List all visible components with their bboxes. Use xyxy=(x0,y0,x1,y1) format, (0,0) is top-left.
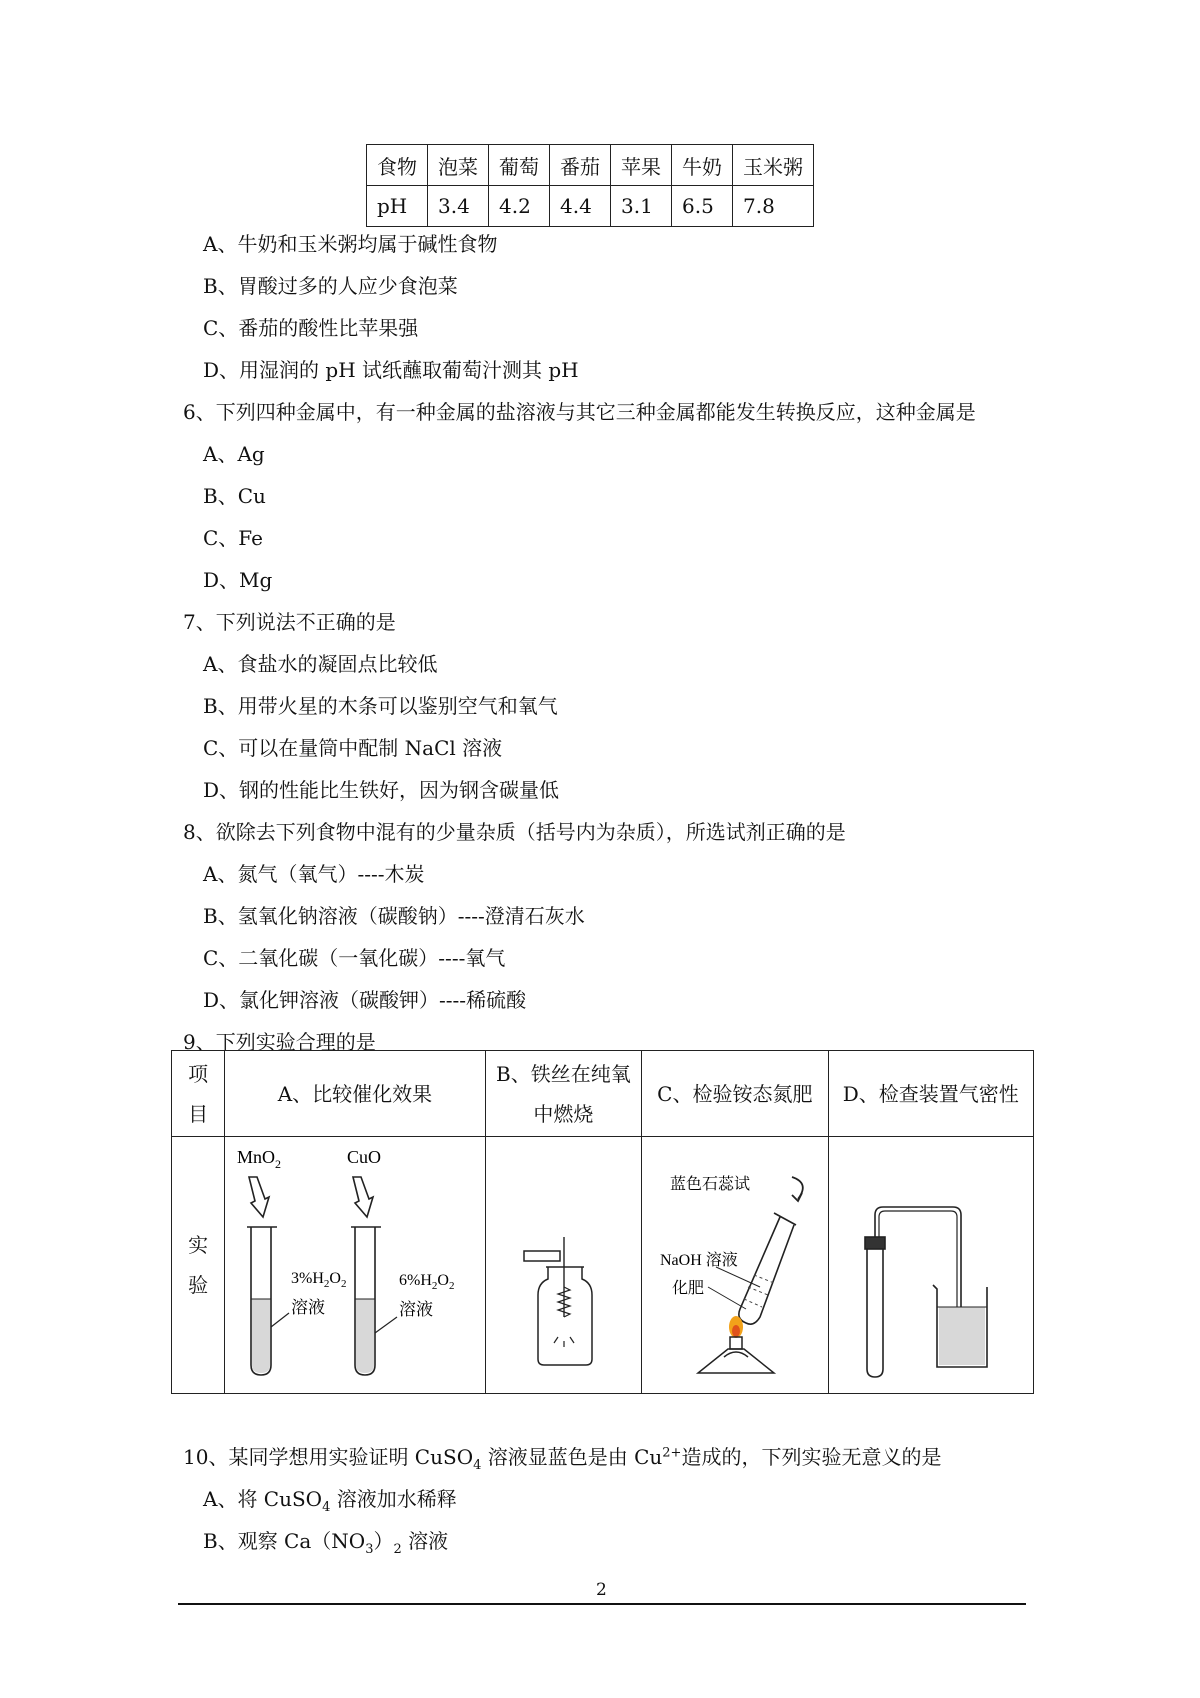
col-c-header: C、检验铵态氮肥 xyxy=(642,1051,828,1137)
figure-a-cell xyxy=(225,1137,485,1394)
ph-table-cell: 4.2 xyxy=(489,186,550,227)
q7-option-d: D、钢的性能比生铁好，因为钢含碳量低 xyxy=(203,778,560,802)
ph-table-cell: 6.5 xyxy=(672,186,733,227)
q6-option-a: A、Ag xyxy=(203,442,265,466)
q6-option-c: C、Fe xyxy=(203,526,263,550)
ammonium-test-figure xyxy=(642,1137,826,1393)
ph-table-cell: 7.8 xyxy=(733,186,814,227)
airtightness-figure xyxy=(829,1137,1032,1393)
flame-icon xyxy=(729,1316,743,1338)
item-header-line1: 项 xyxy=(188,1061,209,1086)
item-header-line2: 目 xyxy=(188,1101,209,1126)
sol1-rongye: 溶液 xyxy=(291,1298,326,1318)
q8-option-a: A、氮气（氧气）----木炭 xyxy=(203,862,425,886)
experiment-table-header xyxy=(172,1051,1034,1137)
sol2-label: $6\%H_2O_2$ xyxy=(399,1272,455,1292)
ph-table-cell: 牛奶 xyxy=(672,145,733,186)
ph-table-cell: 3.4 xyxy=(428,186,489,227)
litmus-label: 蓝色石蕊试 xyxy=(670,1174,751,1193)
footer-divider xyxy=(178,1603,1026,1605)
q10-option-b: B、观察 $Ca(NO_3)_2$ 溶液 xyxy=(203,1529,449,1557)
q7-option-b: B、用带火星的木条可以鉴别空气和氧气 xyxy=(203,694,558,718)
ph-table-cell: pH xyxy=(367,186,428,227)
sol2-rongye: 溶液 xyxy=(399,1300,434,1320)
q8-stem: 8、欲除去下列食物中混有的少量杂质（括号内为杂质），所选试剂正确的是 xyxy=(183,820,846,844)
mno2-label: MnO$_2$ xyxy=(237,1147,282,1171)
q6-option-d: D、Mg xyxy=(203,568,273,592)
q6-option-b: B、Cu xyxy=(203,484,266,508)
pointer-line xyxy=(375,1317,397,1333)
arrow-down-icon xyxy=(249,1177,269,1217)
ph-table-value-row xyxy=(367,186,814,227)
q8-option-d: D、氯化钾溶液（碳酸钾）----稀硫酸 xyxy=(203,988,527,1012)
test-tube-icon xyxy=(351,1227,381,1375)
ph-table-cell: 3.1 xyxy=(611,186,672,227)
sparks-icon xyxy=(554,1337,574,1347)
pointer-line xyxy=(708,1287,746,1309)
q9-stem: 9、下列实验合理的是 xyxy=(183,1030,376,1054)
cuo-label: CuO xyxy=(347,1147,382,1167)
q5-option-c: C、番茄的酸性比苹果强 xyxy=(203,316,419,340)
q10-stem: 10、某同学想用实验证明 CuSO$_4$ 溶液显蓝色是由 $Cu^{2+}$造成的，下列实验无意义的是 xyxy=(183,1445,942,1473)
item-header-cell xyxy=(172,1051,225,1137)
q6-stem: 6、下列四种金属中，有一种金属的盐溶液与其它三种金属都能发生转换反应，这种金属是 xyxy=(183,400,976,424)
ph-table-cell: 食物 xyxy=(367,145,428,186)
ph-table-cell: 4.4 xyxy=(550,186,611,227)
row-label-line1: 实 xyxy=(188,1233,209,1257)
ph-table-cell: 泡菜 xyxy=(428,145,489,186)
pointer-line xyxy=(271,1313,289,1327)
q5-option-a: A、牛奶和玉米粥均属于碱性食物 xyxy=(203,232,498,256)
ph-table-header-row xyxy=(367,145,814,186)
col-b-header-line1: B、铁丝在纯氧 xyxy=(496,1061,631,1086)
slanted-test-tube-icon xyxy=(739,1213,796,1324)
experiment-table-body xyxy=(172,1137,1034,1394)
curved-arrow-icon xyxy=(792,1177,803,1201)
q5-option-d: D、用湿润的 pH 试纸蘸取葡萄汁测其 pH xyxy=(203,358,579,382)
q7-option-a: A、食盐水的凝固点比较低 xyxy=(203,652,438,676)
q8-option-b: B、氢氧化钠溶液（碳酸钠）----澄清石灰水 xyxy=(203,904,585,928)
col-b-header xyxy=(485,1051,641,1137)
test-tube-icon xyxy=(247,1227,277,1375)
figure-c-cell xyxy=(642,1137,828,1394)
ph-table-cell: 苹果 xyxy=(611,145,672,186)
test-tube-icon xyxy=(865,1237,885,1377)
col-a-header: A、比较催化效果 xyxy=(225,1051,485,1137)
row-label-cell xyxy=(172,1137,225,1394)
catalyst-test-tubes-figure xyxy=(225,1137,483,1393)
figure-b-cell xyxy=(485,1137,641,1394)
ph-table xyxy=(366,144,814,227)
figure-d-cell xyxy=(828,1137,1033,1394)
arrow-down-icon xyxy=(353,1177,373,1217)
q10-option-a: A、将 CuSO$_4$ 溶液加水稀释 xyxy=(203,1487,457,1515)
ph-table-cell: 葡萄 xyxy=(489,145,550,186)
col-b-header-line2: 中燃烧 xyxy=(533,1101,594,1126)
ph-table-cell: 玉米粥 xyxy=(733,145,814,186)
page-number: 2 xyxy=(596,1580,607,1600)
alcohol-lamp-icon xyxy=(698,1337,774,1373)
experiment-table xyxy=(171,1050,1034,1394)
row-label-line2: 验 xyxy=(188,1273,209,1297)
beaker-icon xyxy=(933,1285,987,1367)
q5-option-b: B、胃酸过多的人应少食泡菜 xyxy=(203,274,458,298)
iron-wire-burning-figure xyxy=(486,1137,640,1393)
fertilizer-label: 化肥 xyxy=(672,1278,705,1297)
sol1-label: $3\%H_2O_2$ xyxy=(291,1270,347,1290)
q7-stem: 7、下列说法不正确的是 xyxy=(183,610,396,634)
q8-option-c: C、二氧化碳（一氧化碳）----氧气 xyxy=(203,946,506,970)
col-d-header: D、检查装置气密性 xyxy=(828,1051,1033,1137)
naoh-label: NaOH 溶液 xyxy=(660,1252,738,1269)
q7-option-c: C、可以在量筒中配制 NaCl 溶液 xyxy=(203,736,503,760)
gas-bottle-icon xyxy=(524,1251,592,1365)
ph-table-cell: 番茄 xyxy=(550,145,611,186)
